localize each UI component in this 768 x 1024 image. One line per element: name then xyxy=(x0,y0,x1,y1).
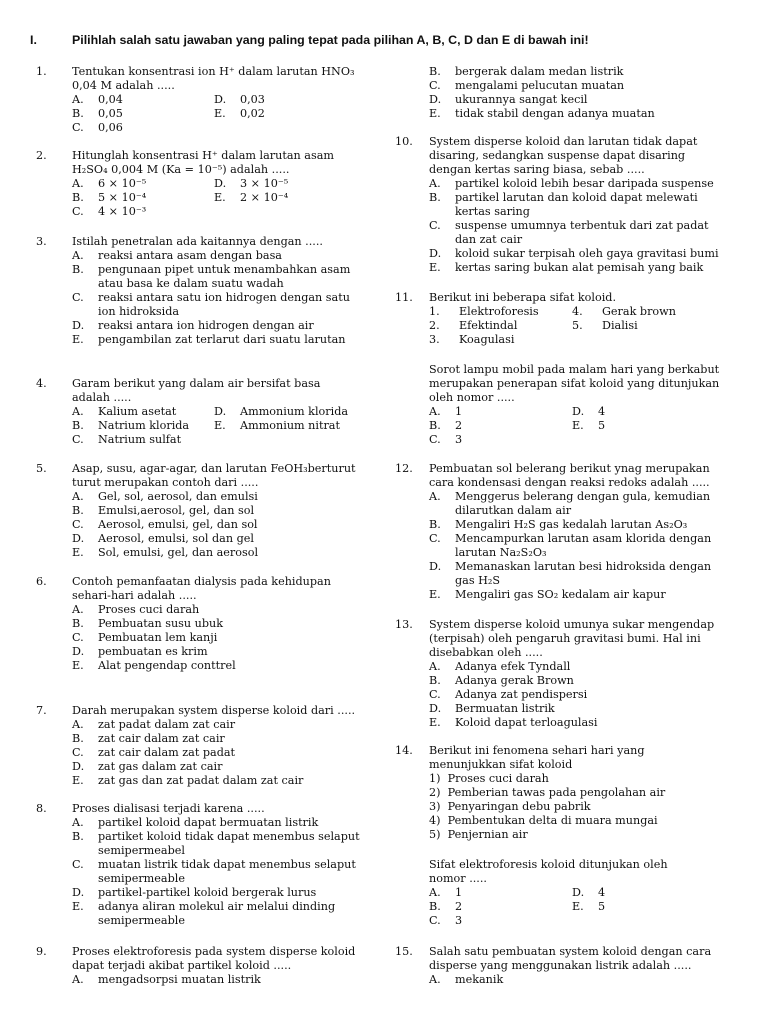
option-letter: D. xyxy=(429,702,442,715)
option-c-cont: semipermeable xyxy=(98,872,185,885)
option-text: Adanya gerak Brown xyxy=(455,674,574,687)
option-text: zat padat dalam zat cair xyxy=(98,718,236,731)
option-letter: D. xyxy=(429,560,442,573)
option-letter: E. xyxy=(429,716,441,729)
section-instruction: Pilihlah salah satu jawaban yang paling tepat pada pilihan A, B, C, D dan E di bawah ini! xyxy=(72,33,589,47)
option-letter: B. xyxy=(72,263,84,276)
option-letter: E. xyxy=(572,900,584,913)
option-letter: C. xyxy=(429,914,441,927)
option-letter: D. xyxy=(572,886,585,899)
option-text: pengambilan zat terlarut dari suatu larutan xyxy=(98,333,346,346)
option-letter: A. xyxy=(72,816,84,829)
option-text: 0,04 xyxy=(98,93,123,106)
question-text: Sorot lampu mobil pada malam hari yang berkabut xyxy=(429,363,720,376)
question-text: disperse yang menggunakan listrik adalah ..... xyxy=(429,959,692,972)
question-text: Asap, susu, agar-agar, dan larutan FeOH₃berturut xyxy=(72,462,356,475)
option-letter: B. xyxy=(72,830,84,843)
option-letter: B. xyxy=(72,504,84,517)
option-letter: D. xyxy=(429,93,442,106)
right-column xyxy=(395,0,740,1024)
option-letter: C. xyxy=(72,205,84,218)
option-text: 4 xyxy=(598,886,606,899)
option-text: reaksi antara satu ion hidrogen dengan satu xyxy=(98,291,350,304)
option-letter: A. xyxy=(72,177,84,190)
option-text: Sol, emulsi, gel, dan aerosol xyxy=(98,546,259,559)
option-text: Menggerus belerang dengan gula, kemudian xyxy=(455,490,711,503)
option-letter: A. xyxy=(429,660,441,673)
option-letter: E. xyxy=(214,191,226,204)
question-number: 8. xyxy=(36,802,47,815)
option-text: Ammonium klorida xyxy=(240,405,349,418)
question-text: Contoh pemanfaatan dialysis pada kehidupan xyxy=(72,575,331,588)
question-text: Pembuatan sol belerang berikut ynag merupakan xyxy=(429,462,710,475)
option-letter: A. xyxy=(72,718,84,731)
option-letter: C. xyxy=(72,858,84,871)
question-text: H₂SO₄ 0,004 M (Ka = 10⁻⁵) adalah ..... xyxy=(72,163,290,176)
question-text: Tentukan konsentrasi ion H⁺ dalam larutan HNO₃ xyxy=(72,65,355,78)
question-text: Berikut ini beberapa sifat koloid. xyxy=(429,291,616,304)
option-text: Mengaliri gas SO₂ kedalam air kapur xyxy=(455,588,666,601)
list-number: 5. xyxy=(572,319,583,332)
option-text: partikel koloid dapat bermuatan listrik xyxy=(98,816,319,829)
option-text: Mencampurkan larutan asam klorida dengan xyxy=(455,532,712,545)
question-number: 4. xyxy=(36,377,47,390)
question-text: Berikut ini fenomena sehari hari yang xyxy=(429,744,645,757)
question-number: 14. xyxy=(395,744,413,757)
option-letter: D. xyxy=(214,405,227,418)
option-letter: D. xyxy=(572,405,585,418)
option-letter: E. xyxy=(72,900,84,913)
option-letter: E. xyxy=(72,659,84,672)
option-text: 2 × 10⁻⁴ xyxy=(240,191,289,204)
question-number: 6. xyxy=(36,575,47,588)
option-letter: C. xyxy=(429,688,441,701)
list-item: Elektroforesis xyxy=(459,305,539,318)
option-letter: E. xyxy=(72,546,84,559)
option-letter: D. xyxy=(72,645,85,658)
option-text: 0,06 xyxy=(98,121,123,134)
option-letter: B. xyxy=(72,419,84,432)
option-text: adanya aliran molekul air melalui dinding xyxy=(98,900,336,913)
option-letter: B. xyxy=(72,107,84,120)
question-text: Sifat elektroforesis koloid ditunjukan oleh xyxy=(429,858,668,871)
option-letter: B. xyxy=(72,732,84,745)
option-letter: E. xyxy=(72,774,84,787)
option-text: zat cair dalam zat cair xyxy=(98,732,225,745)
question-text: (terpisah) oleh pengaruh gravitasi bumi. Hal ini xyxy=(429,632,701,645)
option-text: Adanya efek Tyndall xyxy=(455,660,571,673)
option-letter: C. xyxy=(429,433,441,446)
option-letter: B. xyxy=(429,674,441,687)
list-item: Koagulasi xyxy=(459,333,515,346)
option-text: 2 xyxy=(455,419,463,432)
option-letter: A. xyxy=(72,249,84,262)
question-text: Proses elektroforesis pada system disperse koloid xyxy=(72,945,356,958)
option-text: pengunaan pipet untuk menambahkan asam xyxy=(98,263,351,276)
option-text: pembuatan es krim xyxy=(98,645,208,658)
option-letter: B. xyxy=(72,617,84,630)
option-text: 0,03 xyxy=(240,93,265,106)
question-text: System disperse koloid dan larutan tidak dapat xyxy=(429,135,698,148)
option-text: Natrium sulfat xyxy=(98,433,182,446)
option-text: Memanaskan larutan besi hidroksida dengan xyxy=(455,560,712,573)
option-text: 3 xyxy=(455,433,463,446)
option-text: mekanik xyxy=(455,973,504,986)
list-item: 3) Penyaringan debu pabrik xyxy=(429,800,591,813)
question-number: 15. xyxy=(395,945,413,958)
question-text: sehari-hari adalah ..... xyxy=(72,589,197,602)
option-letter: E. xyxy=(429,588,441,601)
option-letter: D. xyxy=(429,247,442,260)
option-letter: B. xyxy=(429,191,441,204)
option-text: bergerak dalam medan listrik xyxy=(455,65,624,78)
question-number: 9. xyxy=(36,945,47,958)
option-letter: B. xyxy=(72,191,84,204)
option-text: koloid sukar terpisah oleh gaya gravitasi bumi xyxy=(455,247,719,260)
question-text: Salah satu pembuatan system koloid dengan cara xyxy=(429,945,712,958)
option-text: partikel-partikel koloid bergerak lurus xyxy=(98,886,317,899)
question-text: disebabkan oleh ..... xyxy=(429,646,543,659)
list-item: Efektindal xyxy=(459,319,518,332)
option-c-cont: ion hidroksida xyxy=(98,305,180,318)
option-text: 4 xyxy=(598,405,606,418)
option-letter: B. xyxy=(429,65,441,78)
question-number: 11. xyxy=(395,291,413,304)
question-text: merupakan penerapan sifat koloid yang ditunjukan xyxy=(429,377,720,390)
option-letter: A. xyxy=(429,490,441,503)
option-letter: A. xyxy=(429,973,441,986)
option-b-cont: semipermeabel xyxy=(98,844,185,857)
option-text: partikel larutan dan koloid dapat melewati xyxy=(455,191,698,204)
question-text: dengan kertas saring biasa, sebab ..... xyxy=(429,163,645,176)
option-a-cont: dilarutkan dalam air xyxy=(455,504,572,517)
question-text: Hitunglah konsentrasi H⁺ dalam larutan asam xyxy=(72,149,334,162)
option-letter: C. xyxy=(72,746,84,759)
option-letter: C. xyxy=(72,631,84,644)
list-number: 1. xyxy=(429,305,440,318)
question-text: 0,04 M adalah ..... xyxy=(72,79,175,92)
option-text: 5 xyxy=(598,900,606,913)
option-letter: A. xyxy=(429,405,441,418)
option-letter: C. xyxy=(429,532,441,545)
option-letter: E. xyxy=(572,419,584,432)
option-e-cont: semipermeable xyxy=(98,914,185,927)
option-letter: C. xyxy=(72,291,84,304)
option-text: Alat pengendap conttrel xyxy=(98,659,236,672)
option-text: tidak stabil dengan adanya muatan xyxy=(455,107,655,120)
option-b-cont: kertas saring xyxy=(455,205,530,218)
option-text: mengalami pelucutan muatan xyxy=(455,79,625,92)
option-text: reaksi antara ion hidrogen dengan air xyxy=(98,319,314,332)
option-text: partikel koloid lebih besar daripada suspense xyxy=(455,177,714,190)
question-text: Istilah penetralan ada kaitannya dengan ..... xyxy=(72,235,323,248)
option-letter: B. xyxy=(429,900,441,913)
option-letter: E. xyxy=(214,107,226,120)
question-text: adalah ..... xyxy=(72,391,132,404)
option-text: Bermuatan listrik xyxy=(455,702,555,715)
option-text: Mengaliri H₂S gas kedalah larutan As₂O₃ xyxy=(455,518,688,531)
option-c-cont: dan zat cair xyxy=(455,233,523,246)
option-text: Ammonium nitrat xyxy=(240,419,340,432)
question-text: nomor ..... xyxy=(429,872,487,885)
option-text: Pembuatan susu ubuk xyxy=(98,617,224,630)
option-letter: C. xyxy=(429,79,441,92)
list-item: 4) Pembentukan delta di muara mungai xyxy=(429,814,658,827)
option-text: Aerosol, emulsi, sol dan gel xyxy=(98,532,254,545)
option-letter: A. xyxy=(72,490,84,503)
option-text: 2 xyxy=(455,900,463,913)
question-number: 7. xyxy=(36,704,47,717)
list-number: 2. xyxy=(429,319,440,332)
question-text: menunjukkan sifat koloid xyxy=(429,758,573,771)
option-letter: E. xyxy=(429,261,441,274)
option-letter: E. xyxy=(214,419,226,432)
question-text: cara kondensasi dengan reaksi redoks adalah ..... xyxy=(429,476,710,489)
option-letter: D. xyxy=(72,886,85,899)
question-text: dapat terjadi akibat partikel koloid ..... xyxy=(72,959,292,972)
option-text: Adanya zat pendispersi xyxy=(455,688,588,701)
option-letter: C. xyxy=(72,433,84,446)
option-text: 5 × 10⁻⁴ xyxy=(98,191,147,204)
question-text: Garam berikut yang dalam air bersifat basa xyxy=(72,377,321,390)
option-letter: A. xyxy=(72,603,84,616)
question-text: Proses dialisasi terjadi karena ..... xyxy=(72,802,265,815)
question-number: 2. xyxy=(36,149,47,162)
option-text: 1 xyxy=(455,886,463,899)
option-text: kertas saring bukan alat pemisah yang baik xyxy=(455,261,704,274)
question-number: 5. xyxy=(36,462,47,475)
question-number: 10. xyxy=(395,135,413,148)
list-item: Gerak brown xyxy=(602,305,676,318)
option-text: Pembuatan lem kanji xyxy=(98,631,218,644)
option-c-cont: larutan Na₂S₂O₃ xyxy=(455,546,547,559)
option-letter: D. xyxy=(72,760,85,773)
option-letter: A. xyxy=(429,177,441,190)
option-text: Proses cuci darah xyxy=(98,603,200,616)
list-item: 1) Proses cuci darah xyxy=(429,772,549,785)
question-text: Darah merupakan system disperse koloid dari ..... xyxy=(72,704,356,717)
option-text: Kalium asetat xyxy=(98,405,177,418)
left-column xyxy=(36,0,381,1024)
question-text: System disperse koloid umunya sukar mengendap xyxy=(429,618,715,631)
option-letter: D. xyxy=(72,532,85,545)
option-text: muatan listrik tidak dapat menembus selaput xyxy=(98,858,356,871)
option-letter: A. xyxy=(429,886,441,899)
option-text: zat gas dalam zat cair xyxy=(98,760,223,773)
option-letter: A. xyxy=(72,405,84,418)
list-number: 4. xyxy=(572,305,583,318)
option-text: mengadsorpsi muatan listrik xyxy=(98,973,261,986)
option-text: Emulsi,aerosol, gel, dan sol xyxy=(98,504,255,517)
option-text: 6 × 10⁻⁵ xyxy=(98,177,147,190)
option-text: 4 × 10⁻³ xyxy=(98,205,147,218)
option-letter: C. xyxy=(72,518,84,531)
option-text: 3 × 10⁻⁵ xyxy=(240,177,289,190)
option-text: 0,02 xyxy=(240,107,265,120)
question-text: turut merupakan contoh dari ..... xyxy=(72,476,259,489)
question-text: disaring, sedangkan suspense dapat disaring xyxy=(429,149,686,162)
option-b-cont: atau basa ke dalam suatu wadah xyxy=(98,277,284,290)
option-letter: A. xyxy=(72,973,84,986)
option-text: Gel, sol, aerosol, dan emulsi xyxy=(98,490,258,503)
question-number: 13. xyxy=(395,618,413,631)
option-letter: C. xyxy=(429,219,441,232)
option-letter: D. xyxy=(214,177,227,190)
option-letter: B. xyxy=(429,518,441,531)
option-letter: C. xyxy=(72,121,84,134)
question-number: 3. xyxy=(36,235,47,248)
list-item: 2) Pemberian tawas pada pengolahan air xyxy=(429,786,666,799)
option-text: Koloid dapat terloagulasi xyxy=(455,716,598,729)
option-text: 3 xyxy=(455,914,463,927)
list-number: 3. xyxy=(429,333,440,346)
option-letter: A. xyxy=(72,93,84,106)
option-text: Aerosol, emulsi, gel, dan sol xyxy=(98,518,258,531)
option-d-cont: gas H₂S xyxy=(455,574,501,587)
option-text: partiket koloid tidak dapat menembus selaput xyxy=(98,830,360,843)
option-text: Natrium klorida xyxy=(98,419,190,432)
question-text: oleh nomor ..... xyxy=(429,391,515,404)
option-text: reaksi antara asam dengan basa xyxy=(98,249,282,262)
option-text: ukurannya sangat kecil xyxy=(455,93,588,106)
option-letter: B. xyxy=(429,419,441,432)
option-letter: E. xyxy=(429,107,441,120)
question-number: 12. xyxy=(395,462,413,475)
option-text: zat gas dan zat padat dalam zat cair xyxy=(98,774,304,787)
option-letter: D. xyxy=(72,319,85,332)
list-item: 5) Penjernian air xyxy=(429,828,528,841)
option-text: 0,05 xyxy=(98,107,123,120)
question-number: 1. xyxy=(36,65,47,78)
list-item: Dialisi xyxy=(602,319,638,332)
option-letter: D. xyxy=(214,93,227,106)
option-text: 5 xyxy=(598,419,606,432)
section-number: I. xyxy=(30,33,37,47)
option-text: zat cair dalam zat padat xyxy=(98,746,236,759)
option-text: suspense umumnya terbentuk dari zat padat xyxy=(455,219,709,232)
option-letter: E. xyxy=(72,333,84,346)
option-text: 1 xyxy=(455,405,463,418)
